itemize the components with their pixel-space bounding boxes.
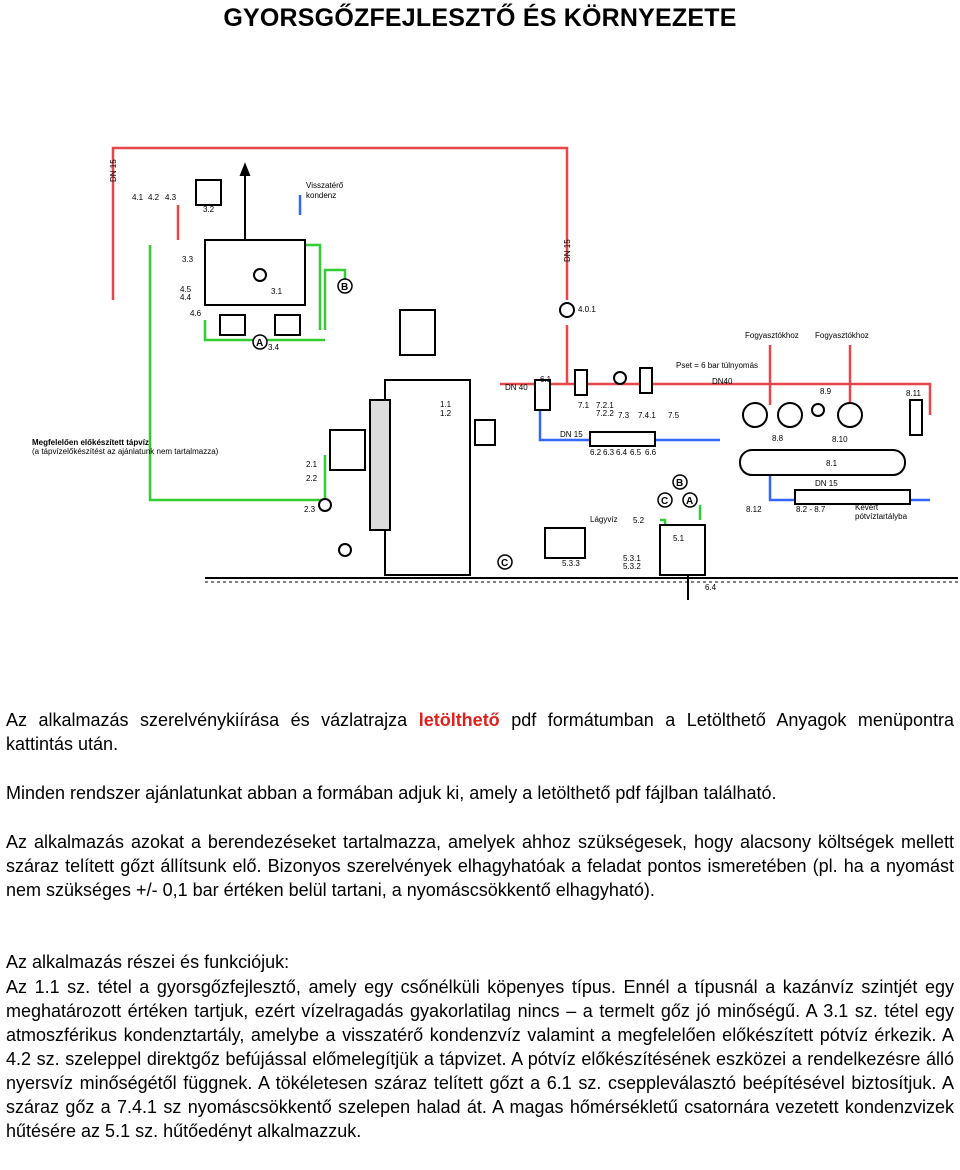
svg-text:1.1: 1.1 [440,400,452,409]
svg-text:8.8: 8.8 [772,434,784,443]
svg-text:4.1: 4.1 [132,193,144,202]
svg-text:8.1: 8.1 [826,459,838,468]
svg-text:DN 40: DN 40 [505,383,528,392]
svg-text:7.4.1: 7.4.1 [638,411,656,420]
svg-text:B: B [341,282,349,293]
svg-text:4.4: 4.4 [180,293,192,302]
ground [205,578,958,582]
svg-text:7.3: 7.3 [618,411,630,420]
text: Az alkalmazás szerelvénykiírása és vázlatrajza [6,710,419,730]
svg-text:4.3: 4.3 [165,193,177,202]
svg-text:Pset = 6 bar túlnyomás: Pset = 6 bar túlnyomás [676,361,759,370]
page-title: GYORSGŐZFEJLESZTŐ ÉS KÖRNYEZETE [223,4,737,32]
svg-text:C: C [501,558,509,569]
svg-text:DN 15: DN 15 [560,430,583,439]
svg-text:2.1: 2.1 [306,460,318,469]
svg-text:7.1: 7.1 [578,401,590,410]
svg-text:8.12: 8.12 [746,505,762,514]
steam-system-diagram [0,140,960,620]
svg-text:5.1: 5.1 [673,534,685,543]
svg-text:4.6: 4.6 [190,309,202,318]
svg-text:2.2: 2.2 [306,474,318,483]
svg-text:6.4: 6.4 [705,583,717,592]
svg-text:Visszatérő: Visszatérő [306,181,344,190]
svg-text:2.3: 2.3 [304,505,316,514]
text: pdf formátumban a Letölthető Anyagok menüpontra kattintás után. [6,710,954,754]
svg-text:4.0.1: 4.0.1 [578,305,596,314]
svg-text:Lágyvíz: Lágyvíz [590,515,618,524]
svg-text:5.3.1: 5.3.1 [623,554,641,563]
svg-text:5.3.3: 5.3.3 [562,559,580,568]
svg-text:4.5: 4.5 [180,285,192,294]
paragraph-download [6,708,954,756]
paragraph-parts-heading: Az alkalmazás részei és funkciójuk: [6,952,290,972]
svg-text:DN 15: DN 15 [109,159,118,182]
svg-text:3.4: 3.4 [268,343,280,352]
svg-text:6.5: 6.5 [630,448,642,457]
svg-text:8.10: 8.10 [832,435,848,444]
paragraph-parts-body: Az 1.1 sz. tétel a gyorsgőzfejlesztő, amely egy csőnélküli köpenyes típus. Ennél a típusnál a kazánvíz szintjét egy meghatározott értéken tartjuk, ezért vízelragadás gyakorlatilag nincs – a termelt gőz jó minőségű. A 3.1 sz. tétel egy atmoszférikus kondenztartály, amelybe a visszatérő kondenzvíz valamint a megfelelően előkészített pótvíz érkezik. A 4.2 sz. szeleppel direktgőz befújással előmelegítjük a tápvizet. A pótvíz előkészítésének eszközei a rendelkezésre álló nyersvíz minőségétől függnek. A tökéletesen száraz telített gőzt a 6.1 sz. cseppleválasztó beépítésével biztosítjuk. A száraz gőz a 7.4.1 sz nyomáscsökkentő szelepen halad át. A magas hőmérsékletű csatornára vezetett kondenzvizek hűtésére az 5.1 sz. hűtőedényt alkalmazzuk. [6,977,954,1141]
valve-train [535,303,655,446]
svg-text:6.3: 6.3 [603,448,615,457]
svg-text:6.2: 6.2 [590,448,602,457]
paragraph-offers: Minden rendszer ajánlatunkat abban a formában adjuk ki, amely a letölthető pdf fájlban található. [6,783,777,803]
svg-text:kondenz: kondenz [306,191,337,200]
svg-text:Fogyasztókhoz: Fogyasztókhoz [745,331,799,340]
steam-generator [319,310,495,575]
svg-text:7.2.2: 7.2.2 [596,409,614,418]
svg-text:4.2: 4.2 [148,193,160,202]
svg-text:C: C [661,496,669,507]
condensate-tank [196,165,305,335]
svg-text:8.11: 8.11 [906,389,921,398]
svg-text:DN 15: DN 15 [815,479,838,488]
svg-text:3.1: 3.1 [271,287,283,296]
svg-text:7.2.1: 7.2.1 [596,401,614,410]
svg-text:A: A [686,496,694,507]
svg-text:B: B [676,478,684,489]
svg-text:5.3.2: 5.3.2 [623,562,641,571]
steam-distributor [740,400,922,504]
svg-text:7.5: 7.5 [668,411,680,420]
svg-text:5.2: 5.2 [633,516,645,525]
svg-text:Kevert: Kevert [855,503,879,512]
svg-text:DN40: DN40 [712,377,733,386]
download-link[interactable]: letölthető [418,710,500,730]
svg-text:Megfelelően előkészített tápví: Megfelelően előkészített tápvíz [32,438,149,447]
svg-text:3.3: 3.3 [182,255,194,264]
diagram-labels [32,159,922,592]
svg-text:8.9: 8.9 [820,387,832,396]
svg-text:DN 15: DN 15 [563,239,572,262]
svg-text:6.4: 6.4 [616,448,628,457]
svg-text:1.2: 1.2 [440,409,452,418]
svg-text:Fogyasztókhoz: Fogyasztókhoz [815,331,869,340]
svg-text:A: A [256,338,264,349]
svg-text:pótvíztartályba: pótvíztartályba [855,512,908,521]
svg-text:6.6: 6.6 [645,448,657,457]
svg-text:8.2 - 8.7: 8.2 - 8.7 [796,505,826,514]
svg-text:(a tápvízelőkészítést az ajánl: (a tápvízelőkészítést az ajánlatunk nem tartalmazza) [32,447,219,456]
svg-text:6.1: 6.1 [540,375,552,384]
paragraph-description: Az alkalmazás azokat a berendezéseket tartalmazza, amelyek ahhoz szükségesek, hogy alacsony költségek mellett száraz telített gőzt állítsunk elő. Bizonyos szerelvények elhagyhatóak a feladat pontos ismeretében (pl. ha a nyomást nem szükséges +/- 0,1 bar értéken belül tartani, a nyomáscsökkentő elhagyható). [6,832,954,900]
svg-text:3.2: 3.2 [203,205,215,214]
